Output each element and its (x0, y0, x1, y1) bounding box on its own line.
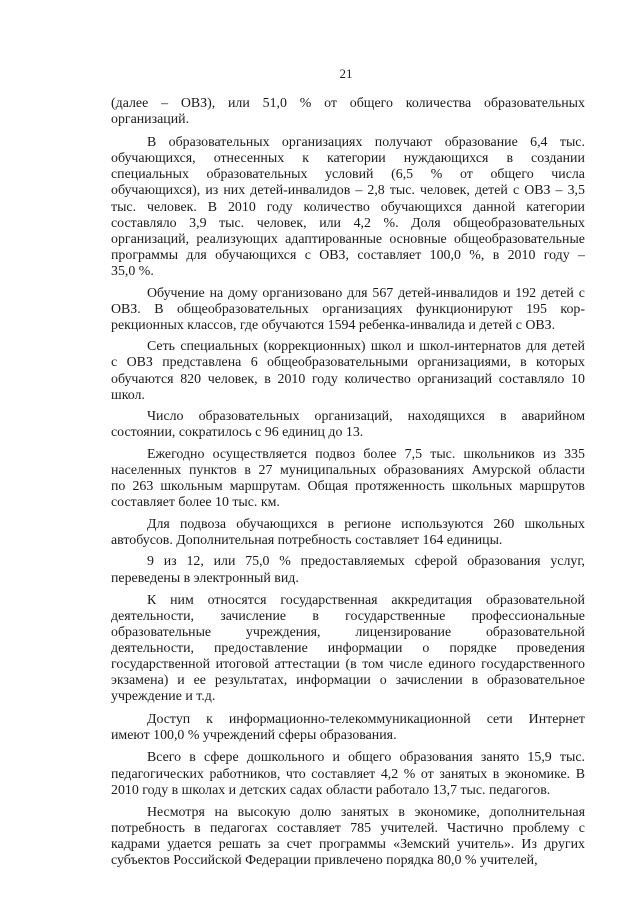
paragraph (111, 750, 585, 798)
text-line: обучаются 820 человек, в 2010 году количество организаций составляло 10 (111, 371, 585, 387)
paragraph (111, 96, 585, 128)
text-line: Доступ к информационно-телекоммуникационной сети Интернет (147, 712, 585, 728)
text-line: субъектов Российской Федерации привлечено порядка 80,0 % учителей, (111, 853, 538, 869)
text-line: обучающихся), из них детей-инвалидов – 2,8 тыс. человек, детей с ОВЗ – 3,5 (111, 183, 585, 199)
paragraph (111, 593, 585, 706)
text-line: 35,0 %. (111, 263, 154, 279)
text-line: с ОВЗ представлена 6 общеобразовательными организациями, в которых (111, 355, 585, 371)
paragraph (111, 339, 585, 403)
text-line: населенных пунктов в 27 муниципальных образованиях Амурской области (111, 462, 585, 478)
text-line: потребность в педагогах составляет 785 учителей. Частично проблему с (111, 820, 585, 836)
text-line: тыс. человек. В 2010 году количество обучающихся данной категории (111, 199, 585, 215)
text-line: школ. (111, 387, 145, 403)
paragraph (111, 409, 585, 441)
text-line: организаций, реализующих адаптированные основные общеобразовательные (111, 231, 585, 247)
document-body (111, 96, 585, 869)
paragraph (111, 805, 585, 869)
text-line: переведены в электронный вид. (111, 570, 299, 586)
text-line: деятельности, зачисление в государственные профессиональные (111, 608, 585, 624)
text-line: Обучение на дому организовано для 567 детей-инвалидов и 192 детей с (147, 286, 585, 302)
paragraph (111, 447, 585, 511)
text-line: (далее – ОВЗ), или 51,0 % от общего количества образовательных (111, 96, 585, 111)
text-line: по 263 школьным маршрутам. Общая протяженность школьных маршрутов (111, 479, 585, 495)
text-line: рекционных классов, где обучаются 1594 ребенка-инвалида и детей с ОВЗ. (111, 318, 556, 334)
page-number: 21 (339, 66, 353, 81)
text-line: государственной итоговой аттестации (в том числе единого государственного (111, 657, 585, 672)
text-line: 2010 году в школах и детских садах области работало 13,7 тыс. педагогов. (111, 782, 551, 798)
text-line: кадрами удается решать за счет программы «Земский учитель». Из других (111, 836, 585, 852)
text-line: организаций. (111, 112, 190, 128)
text-line: автобусов. Дополнительная потребность составляет 164 единицы. (111, 533, 503, 549)
text-line: Ежегодно осуществляется подвоз более 7,5 тыс. школьников из 335 (147, 446, 585, 462)
text-line: 9 из 12, или 75,0 % предоставляемых сферой образования услуг, (147, 554, 585, 570)
text-line: Для подвоза обучающихся в регионе используются 260 школьных (147, 517, 585, 533)
text-line: В образовательных организациях получают образование 6,4 тыс. (147, 135, 585, 151)
paragraph (111, 712, 585, 744)
text-line: обучающихся, отнесенных к категории нуждающихся в создании (111, 151, 585, 167)
text-line: имеют 100,0 % учреждений сферы образования. (111, 728, 397, 744)
text-line: учреждение и т.д. (111, 689, 216, 705)
text-line: программы для обучающихся с ОВЗ, составляет 100,0 %, в 2010 году – (111, 247, 585, 263)
text-line: составляло 3,9 тыс. человек, или 4,2 %. Доля общеобразовательных (111, 215, 585, 231)
text-line: Несмотря на высокую долю занятых в экономике, дополнительная (147, 804, 585, 820)
text-line: экзамена) и ее результатах, информации о зачислении в образовательное (111, 673, 585, 689)
paragraph (111, 554, 585, 586)
paragraph (111, 135, 585, 280)
text-line: ОВЗ. В общеобразовательных организациях функционируют 195 кор- (111, 302, 585, 318)
paragraph (111, 286, 585, 334)
text-line: Всего в сфере дошкольного и общего образования занято 15,9 тыс. (147, 750, 585, 766)
text-line: Сеть специальных (коррекционных) школ и школ-интернатов для детей (147, 339, 585, 355)
text-line: образовательные учреждения, лицензирование образовательной (111, 624, 585, 640)
text-line: составляет более 10 тыс. км. (111, 495, 280, 511)
text-line: специальных образовательных условий (6,5 % от общего числа (111, 167, 585, 183)
text-line: педагогических работников, что составляет 4,2 % от занятых в экономике. В (111, 766, 585, 782)
paragraph (111, 517, 585, 549)
text-line: состоянии, сократилось с 96 единиц до 13. (111, 424, 364, 440)
text-line: К ним относятся государственная аккредитация образовательной (147, 592, 585, 608)
text-line: Число образовательных организаций, находящихся в аварийном (147, 408, 585, 424)
text-line: деятельности, предоставление информации о порядке проведения (111, 640, 585, 656)
